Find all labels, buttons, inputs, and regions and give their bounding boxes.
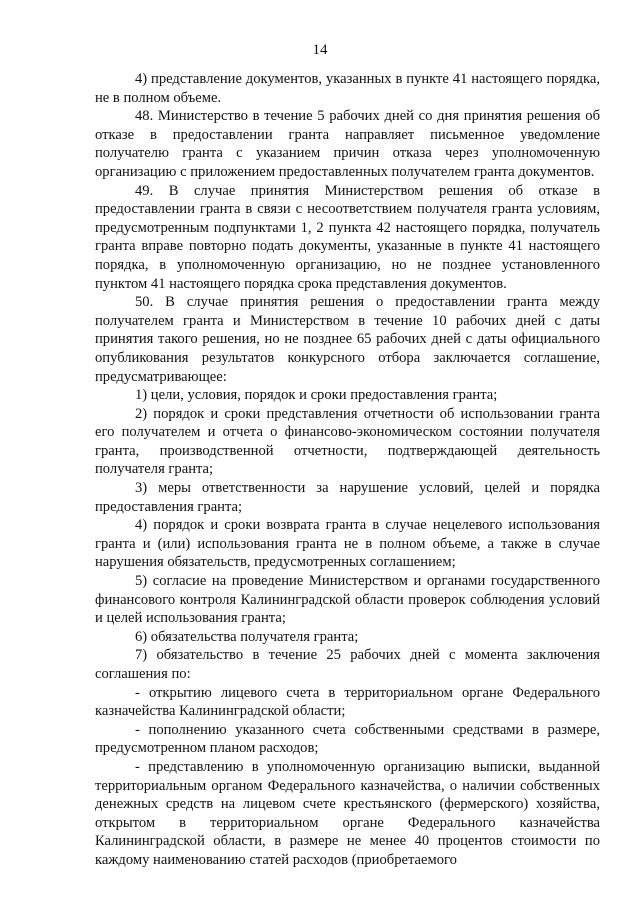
paragraph-49: 49. В случае принятия Министерством решения об отказе в предоставлении гранта в связи с несоответствием получателя гранта условиям, предусмотренным подпунктами 1, 2 пункта 42 настоящего порядка, получатель гранта вправе повторно подать документы, указанные в пункте 41 настоящего порядка, в уполномоченную организацию, но не позднее установленного пунктом 41 настоящего порядка срока представления документов. [95, 182, 600, 292]
list-item-5: 5) согласие на проведение Министерством и органами государственного финансового контроля Калининградской области проверок соблюдения условий и целей использования гранта; [95, 573, 600, 627]
document-body [95, 70, 600, 870]
list-item-1: 1) цели, условия, порядок и сроки предоставления гранта; [135, 387, 498, 404]
list-item-2: 2) порядок и сроки представления отчетности об использовании гранта его получателем и отчета о финансово-экономическом состоянии получателя гранта, производственной отчетности, подтверждающей деятельность получателя гранта; [95, 405, 600, 478]
list-item-3: 3) меры ответственности за нарушение условий, целей и порядка предоставления гранта; [95, 480, 600, 515]
list-item-6: 6) обязательства получателя гранта; [135, 628, 359, 645]
list-item-4: 4) порядок и сроки возврата гранта в случае нецелевого использования гранта и (или) использования гранта не в полном объеме, а также в случае нарушения обязательств, предусмотренных соглашением; [95, 517, 600, 571]
paragraph-item-4: 4) представление документов, указанных в пункте 41 настоящего порядка, не в полном объеме. [95, 71, 600, 106]
page-number: 14 [312, 42, 328, 58]
list-item-7: 7) обязательство в течение 25 рабочих дней с момента заключения соглашения по: [95, 647, 600, 682]
dash-item-account-opening: - открытию лицевого счета в территориальном органе Федерального казначейства Калининградской области; [95, 684, 600, 720]
dash-item-account-funding: - пополнению указанного счета собственными средствами в размере, предусмотренном планом расходов; [95, 721, 600, 757]
dash-item-statement: - представлению в уполномоченную организацию выписки, выданной территориальным органом Федерального казначейства, о наличии собственных денежных средств на лицевом счете крестьянского (фермерского) хозяйства, открытом в территориальном органе Федерального казначейства Калининградской области, в размере не менее 40 процентов стоимости по каждому наименованию статей расходов (приобретаемого [95, 758, 600, 868]
paragraph-48: 48. Министерство в течение 5 рабочих дней со дня принятия решения об отказе в предоставлении гранта направляет письменное уведомление получателю гранта с указанием причин отказа через уполномоченную организацию с приложением предоставленных получателем гранта документов. [95, 108, 600, 180]
paragraph-50: 50. В случае принятия решения о предоставлении гранта между получателем гранта и Министерством в течение 10 рабочих дней с даты принятия такого решения, но не позднее 65 рабочих дней с даты официального опубликования результатов конкурсного отбора заключается соглашение, предусматривающее: [95, 294, 600, 385]
